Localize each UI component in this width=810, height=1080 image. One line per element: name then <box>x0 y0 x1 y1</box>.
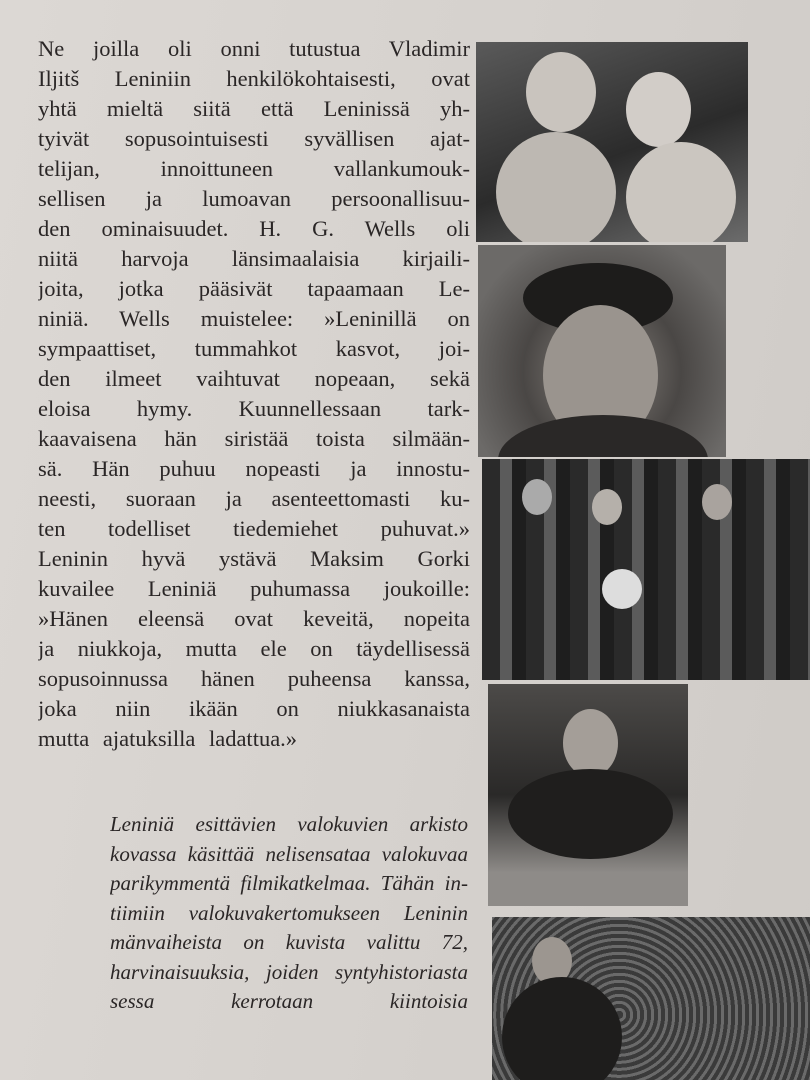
text-line: kovassa käsittää nelisensataa valokuvaa <box>110 841 468 866</box>
text-line: Ne joilla oli onni tutustua Vladimir <box>38 36 470 61</box>
text-line: telijan, innoittuneen vallankumouk- <box>38 156 470 181</box>
text-line: joka niin ikään on niukkasanaista <box>38 696 470 721</box>
text-line: tiimiin valokuvakertomukseen Leninin <box>110 900 468 925</box>
photo-portrait-cap <box>478 245 726 457</box>
photo-speech-crowd <box>492 917 810 1080</box>
text-line: sympaattiset, tummahkot kasvot, joi- <box>38 336 470 361</box>
text-line: joita, jotka pääsivät tapaamaan Le- <box>38 276 470 301</box>
text-line: tyivät sopusointuisesti syvällisen ajat- <box>38 126 470 151</box>
text-line: mänvaiheista on kuvista valittu 72, <box>110 930 468 954</box>
text-line: kaavaisena hän siristää toista silmään- <box>38 426 470 451</box>
text-line: den ominaisuudet. H. G. Wells oli <box>38 216 470 241</box>
text-line: sellisen ja lumoavan persoonallisuu- <box>38 186 470 211</box>
text-line: harvinaisuuksia, joiden syntyhistoriasta <box>110 959 468 984</box>
text-line: parikymmentä filmikatkelmaa. Tähän in- <box>110 871 468 895</box>
text-line: yhtä mieltä siitä että Leninissä yh- <box>38 96 470 121</box>
text-line: neesti, suoraan ja asenteettomasti ku- <box>38 486 470 511</box>
photo-crowd-group <box>482 459 810 680</box>
text-line: Leninin hyvä ystävä Maksim Gorki <box>38 546 470 571</box>
text-line: sessa kerrotaan kiintoisia <box>110 989 468 1013</box>
text-line: ten todelliset tiedemiehet puhuvat.» <box>38 516 470 541</box>
text-line: sä. Hän puhuu nopeasti ja innostu- <box>38 456 470 481</box>
text-line: eloisa hymy. Kuunnellessaan tark- <box>38 396 470 421</box>
text-line: niitä harvoja länsimaalaisia kirjaili- <box>38 246 470 271</box>
text-line: niniä. Wells muistelee: »Leninillä on <box>38 306 470 331</box>
text-line: ja niukkoja, mutta ele on täydellisessä <box>38 636 470 661</box>
text-line: »Hänen eleensä ovat keveitä, nopeita <box>38 606 470 631</box>
text-line: mutta ajatuksilla ladattua.» <box>38 726 298 751</box>
text-line: kuvailee Leniniä puhumassa joukoille: <box>38 576 470 601</box>
text-line: sopusoinnussa hänen puheensa kanssa, <box>38 666 470 691</box>
text-line: Leniniä esittävien valokuvien arkisto <box>110 812 468 836</box>
main-paragraph <box>38 34 470 754</box>
photo-children <box>476 42 748 242</box>
italic-caption-paragraph <box>110 810 468 1017</box>
photo-lenin-at-desk <box>488 684 688 906</box>
text-line: den ilmeet vaihtuvat nopeaan, sekä <box>38 366 470 391</box>
text-line: Iljitš Leniniin henkilökohtaisesti, ovat <box>38 66 470 91</box>
